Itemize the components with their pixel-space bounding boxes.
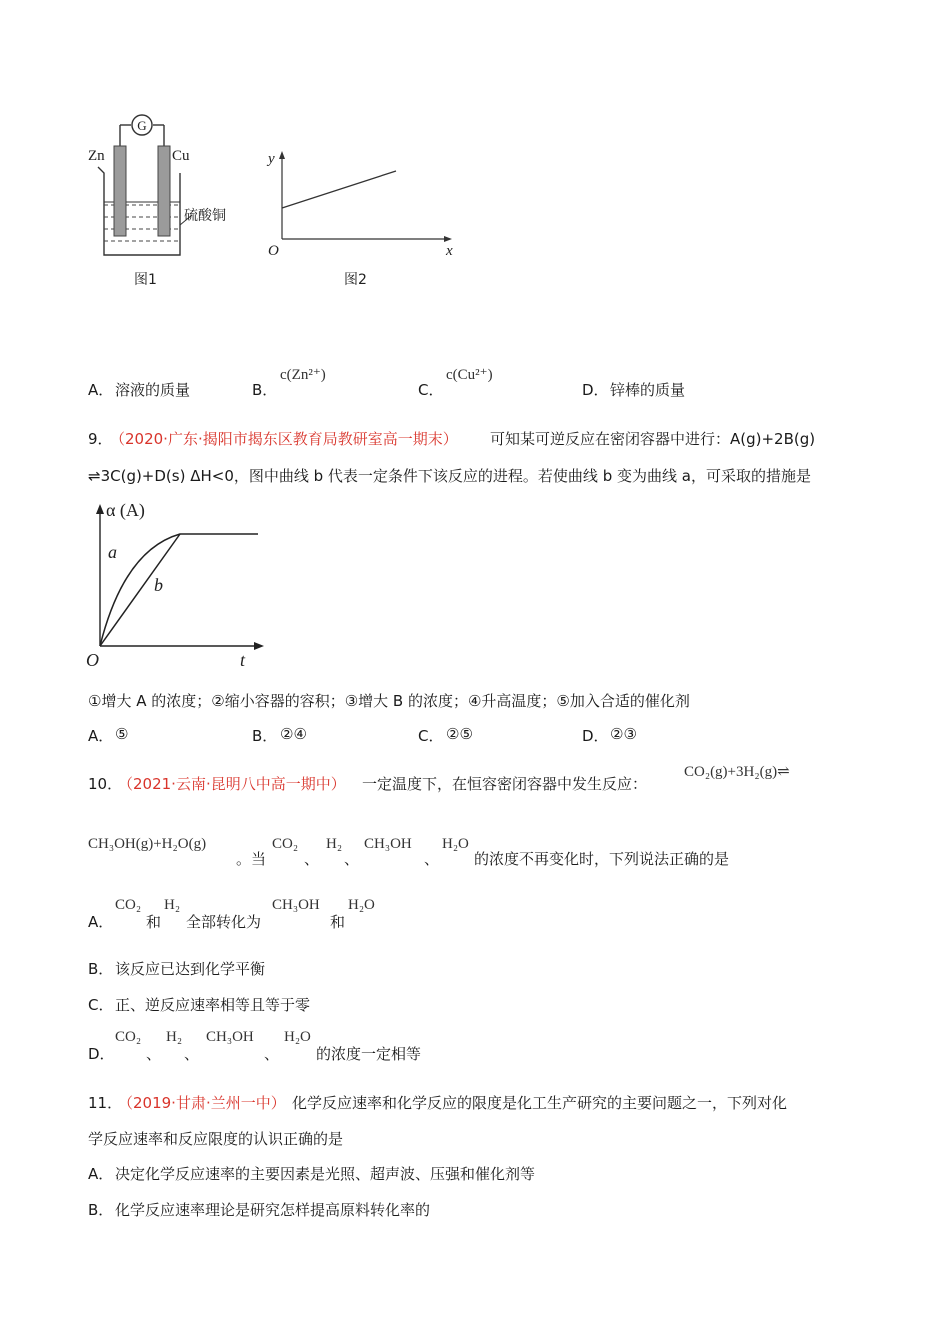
q10-option-d-ch3oh: CH₃OH [206, 1029, 254, 1045]
q10-option-d-co2: CO₂ [115, 1029, 142, 1045]
q10-option-d-h2: H₂ [166, 1029, 183, 1045]
q11-option-a-text: 决定化学反应速率的主要因素是光照、超声波、压强和催化剂等 [115, 1165, 536, 1183]
q10-option-d-tail: 的浓度一定相等 [316, 1045, 422, 1063]
q10-species-h2o: H₂O [442, 836, 469, 852]
q10-option-a-h2: H₂ [164, 897, 181, 913]
q10-option-a-co2: CO₂ [115, 897, 142, 913]
q10-option-c-label: C． [88, 996, 114, 1014]
q9-curve-a [100, 534, 258, 646]
q9-curve-b-label: b [154, 575, 163, 595]
fig2-x-label: x [446, 243, 453, 259]
galvanometer-label: G [137, 118, 147, 133]
q10-option-a-mid: 全部转化为 [186, 913, 262, 931]
q8-option-b-label: B． [252, 381, 278, 399]
q9-curve-a-label: a [108, 542, 117, 562]
galvanometer-circuit [120, 115, 164, 146]
fig2-line [282, 171, 396, 208]
fig2-y-label: y [268, 151, 275, 167]
q11-option-a-label: A． [88, 1165, 114, 1183]
q9-conditions: ①增大 A 的浓度；②缩小容器的容积；③增大 B 的浓度；④升高温度；⑤加入合适的催化剂 [88, 692, 690, 710]
q10-option-d-sep2: 、 [184, 1045, 200, 1063]
q11-stem-line1: 化学反应速率和化学反应的限度是化工生产研究的主要问题之一，下列对化 [292, 1094, 788, 1112]
q9-option-a-label: A． [88, 727, 114, 745]
q11-number: 11． [88, 1094, 123, 1112]
q10-sep-2: 、 [344, 850, 360, 868]
q9-option-a-text: ⑤ [115, 725, 129, 743]
fig1-caption: 图1 [134, 272, 157, 288]
q10-option-d-label: D． [88, 1045, 115, 1063]
q10-option-c-text: 正、逆反应速率相等且等于零 [115, 996, 311, 1014]
q9-origin: O [86, 650, 99, 670]
solution-label: 硫酸铜 [184, 208, 226, 224]
fig2-graph [266, 151, 453, 259]
q8-option-b-formula: c(Zn²⁺) [280, 367, 326, 383]
zn-label: Zn [88, 148, 105, 164]
q10-question: 的浓度不再变化时，下列说法正确的是 [474, 850, 730, 868]
cu-electrode [158, 146, 170, 236]
q9-graph [84, 496, 274, 674]
q10-source: （2021·云南·昆明八中高一期中） [118, 775, 346, 793]
q10-option-d-sep3: 、 [264, 1045, 280, 1063]
q10-reactants: CO₂(g)+3H₂(g)⇌ [684, 764, 790, 780]
q10-option-d-h2o: H₂O [284, 1029, 311, 1045]
q11-option-b-label: B． [88, 1201, 114, 1219]
q10-option-a-and2: 和 [330, 913, 346, 931]
q10-intro: 一定温度下，在恒容密闭容器中发生反应： [362, 775, 648, 793]
q8-option-d-label: D． [582, 381, 609, 399]
q11-source: （2019·甘肃·兰州一中） [118, 1094, 286, 1112]
q8-option-a-label: A． [88, 381, 114, 399]
q10-species-h2: H₂ [326, 836, 343, 852]
q10-option-d-sep1: 、 [146, 1045, 162, 1063]
q10-sep-1: 、 [304, 850, 320, 868]
q9-option-b-label: B． [252, 727, 278, 745]
q9-option-c-text: ②⑤ [446, 725, 473, 743]
q9-option-d-text: ②③ [610, 725, 637, 743]
q9-stem-line1: 可知某可逆反应在密闭容器中进行：A(g)+2B(g) [490, 430, 816, 448]
q10-number: 10． [88, 775, 123, 793]
q8-option-d-text: 锌棒的质量 [610, 381, 686, 399]
q8-option-c-formula: c(Cu²⁺) [446, 367, 493, 383]
zn-electrode [114, 146, 126, 236]
q10-option-a-label: A． [88, 913, 114, 931]
q10-when: 。当 [236, 850, 267, 868]
q11-stem-line2: 学反应速率和反应限度的认识正确的是 [88, 1130, 344, 1148]
q10-option-b-label: B． [88, 960, 114, 978]
figure-cell-and-graph [80, 105, 480, 295]
q8-option-c-label: C． [418, 381, 444, 399]
q9-x-label: t [240, 650, 246, 670]
q9-option-c-label: C． [418, 727, 444, 745]
q10-sep-3: 、 [424, 850, 440, 868]
q10-option-a-ch3oh: CH₃OH [272, 897, 320, 913]
q10-option-a-and1: 和 [146, 913, 162, 931]
q9-source: （2020·广东·揭阳市揭东区教育局教研室高一期末） [110, 430, 458, 448]
q9-option-b-text: ②④ [280, 725, 307, 743]
q10-species-co2: CO₂ [272, 836, 299, 852]
q9-option-d-label: D． [582, 727, 609, 745]
fig2-caption: 图2 [344, 272, 367, 288]
q9-y-label: α (A) [106, 500, 145, 520]
q10-species-ch3oh: CH₃OH [364, 836, 412, 852]
q9-stem-line2: ⇌3C(g)+D(s) ΔH<0，图中曲线 b 代表一定条件下该反应的进程。若使曲线 b 变为曲线 a，可采取的措施是 [88, 467, 811, 485]
q10-products: CH₃OH(g)+H₂O(g) [88, 836, 207, 852]
q10-option-b-text: 该反应已达到化学平衡 [115, 960, 266, 978]
q11-option-b-text: 化学反应速率理论是研究怎样提高原料转化率的 [115, 1201, 431, 1219]
fig2-origin: O [268, 243, 279, 259]
cu-label: Cu [172, 148, 190, 164]
q9-number: 9． [88, 430, 113, 448]
q10-option-a-h2o: H₂O [348, 897, 375, 913]
q8-option-a-text: 溶液的质量 [115, 381, 191, 399]
